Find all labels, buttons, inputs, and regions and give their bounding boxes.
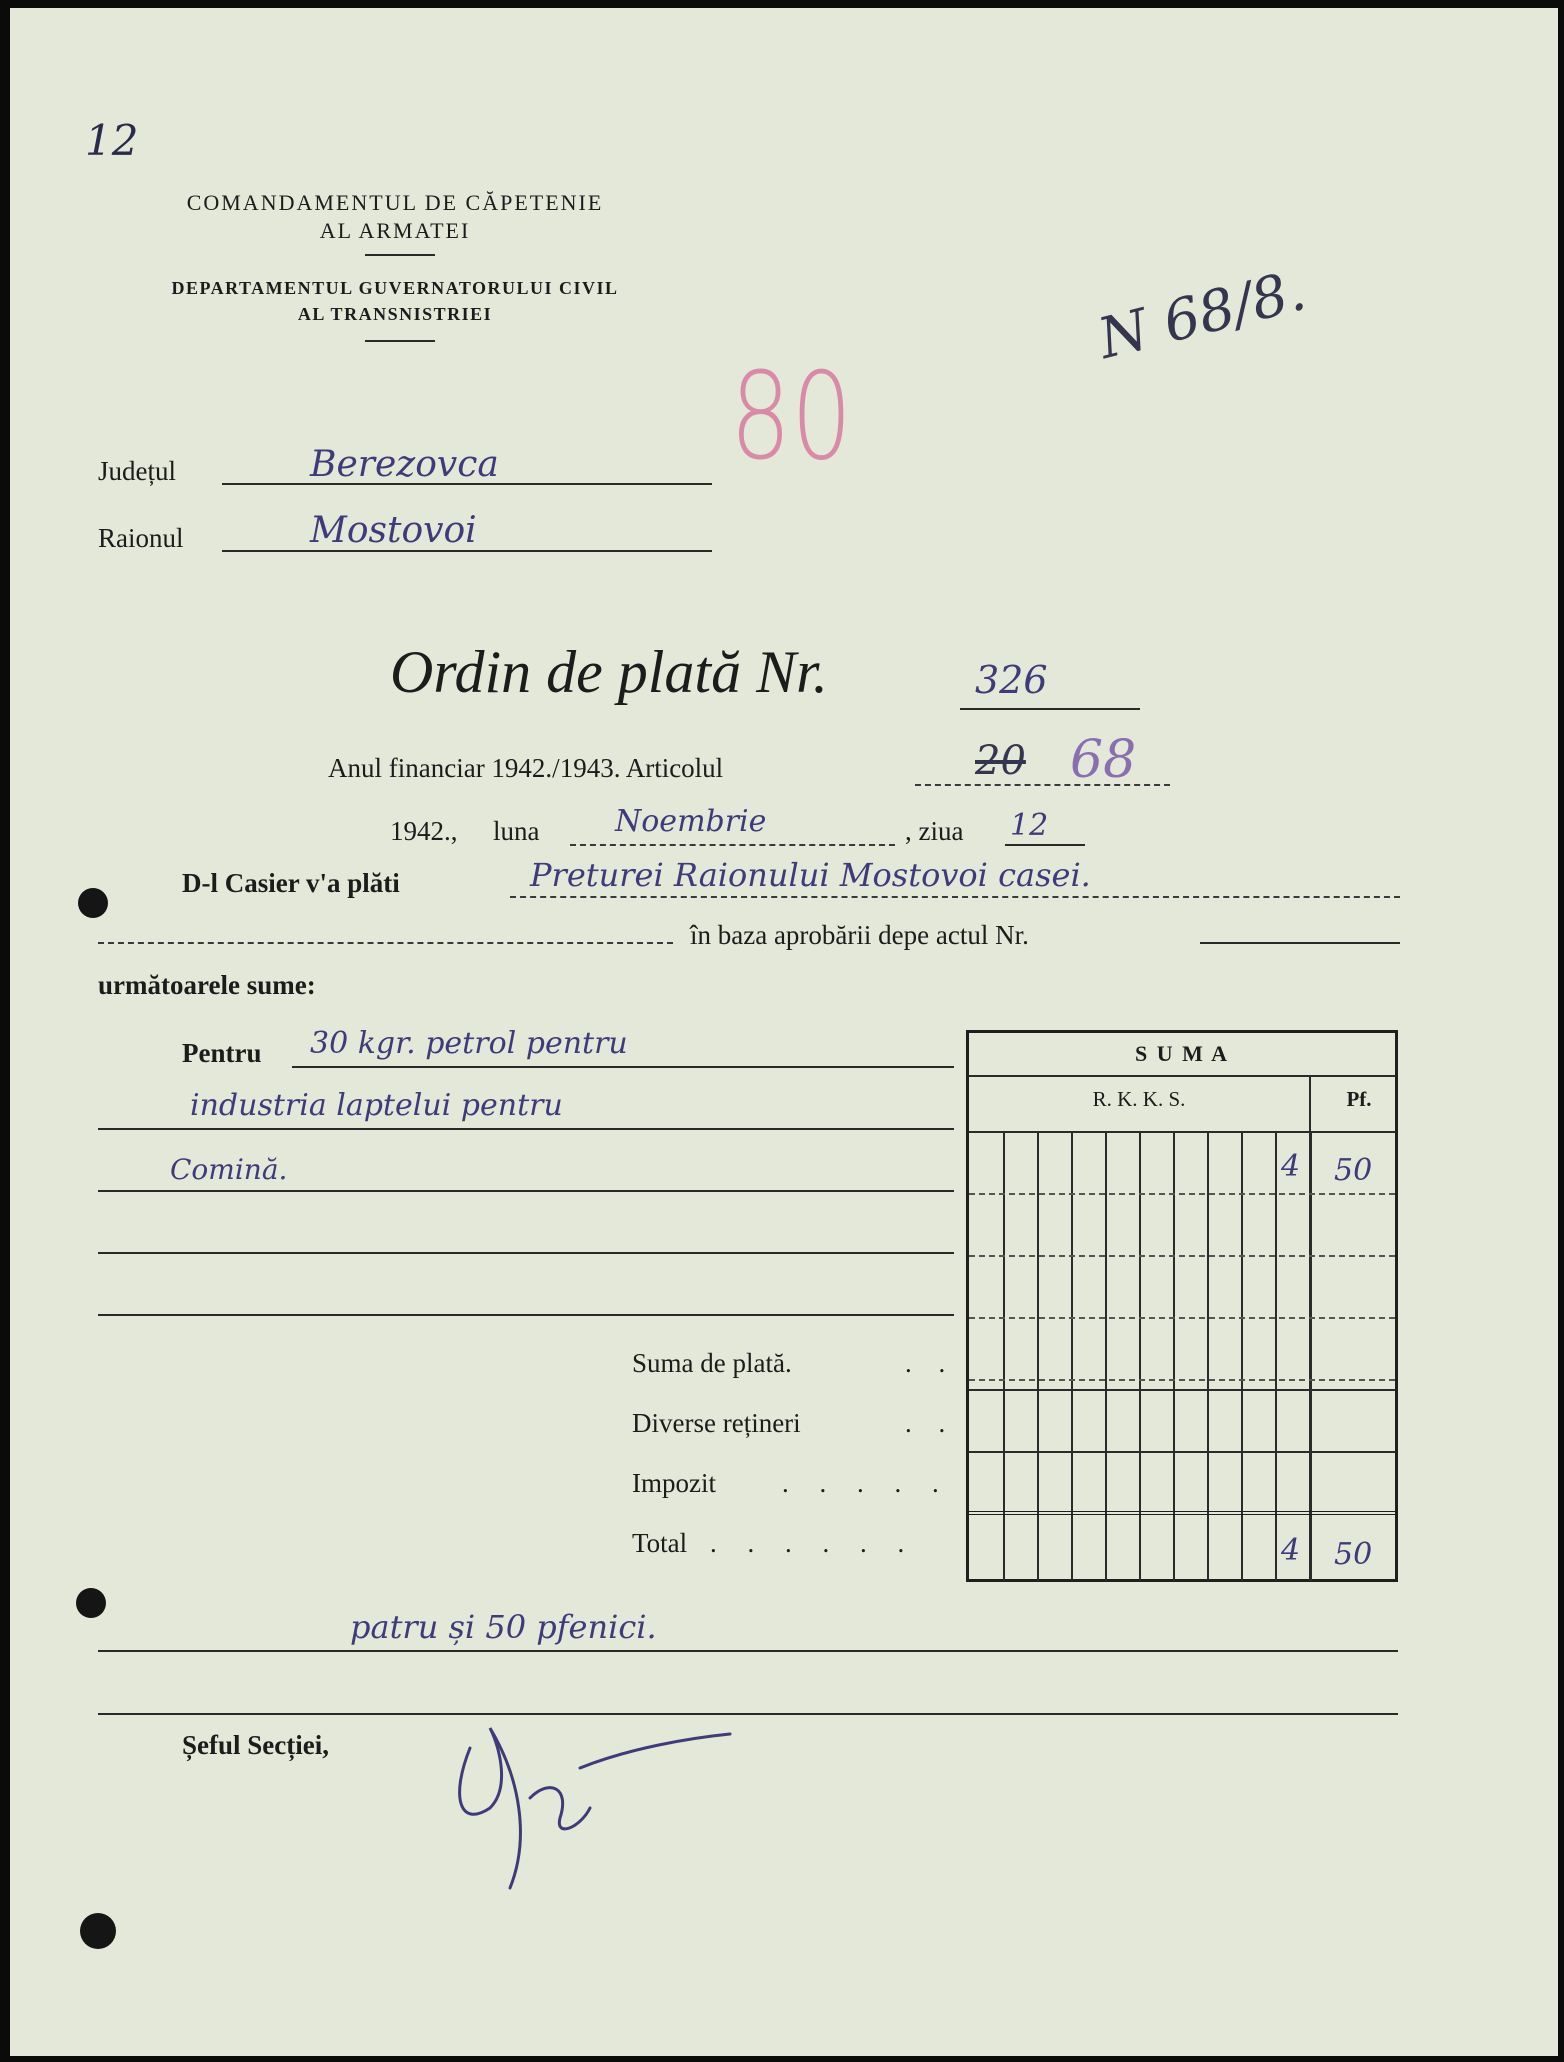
year-prefix: 1942.,	[390, 816, 458, 846]
header-divider	[365, 254, 435, 256]
ziua-value: 12	[1010, 808, 1049, 843]
title-number-line	[960, 708, 1140, 710]
order-title: Ordin de plată Nr.	[390, 639, 828, 705]
row-rule-6	[969, 1451, 1395, 1453]
diverse-label: Diverse rețineri	[632, 1408, 801, 1438]
document-page	[10, 8, 1558, 2056]
row-rule-total	[969, 1511, 1395, 1515]
table-subheader-divider	[969, 1131, 1395, 1133]
raionul-value: Mostovoi	[310, 510, 477, 551]
purpose-label: Pentru	[182, 1038, 262, 1068]
impozit-label: Impozit	[632, 1468, 716, 1498]
judetul-label: Județul	[98, 456, 176, 486]
payee-label: D-l Casier v'a plăti	[182, 868, 400, 898]
impozit-dots: . . . . .	[782, 1468, 951, 1498]
header-line-4: AL TRANSNISTRIEI	[297, 304, 493, 324]
total-dots: . . . . . .	[710, 1528, 917, 1558]
basis-label: în baza aprobării depe actul Nr.	[690, 920, 1029, 950]
ziua-line	[1005, 844, 1085, 846]
row-rule-2	[969, 1255, 1395, 1257]
punch-hole-3	[80, 1913, 116, 1949]
judetul-value: Berezovca	[310, 444, 499, 485]
signature-mark	[430, 1688, 750, 1908]
total-label: Total	[632, 1528, 688, 1558]
total-rkks-value: 4	[1281, 1533, 1301, 1568]
amount-in-words: patru și 50 pfenici.	[350, 1608, 657, 1646]
purpose-value-2: industria laptelui pentru	[190, 1088, 563, 1123]
diverse-dots: . .	[905, 1408, 956, 1438]
amount-words-line	[98, 1650, 1398, 1652]
reference-note: N 68/8.	[1092, 258, 1312, 373]
header-line-1: COMANDAMENTUL DE CĂPETENIE	[186, 190, 604, 215]
luna-value: Noembrie	[615, 804, 767, 839]
basis-line-right	[1200, 942, 1400, 944]
purpose-line-2	[98, 1128, 954, 1130]
row-rule-4	[969, 1379, 1395, 1381]
punch-hole-2	[76, 1588, 106, 1618]
total-pf-value: 50	[1334, 1537, 1373, 1572]
row-rule-5	[969, 1389, 1395, 1391]
basis-line-left	[98, 942, 673, 944]
table-header-divider	[969, 1075, 1395, 1077]
row-rule-1	[969, 1193, 1395, 1195]
punch-hole-1	[78, 888, 108, 918]
suma-de-plata-label: Suma de plată.	[632, 1348, 792, 1378]
ziua-label: , ziua	[905, 816, 964, 846]
table-col-pf: Pf.	[1346, 1087, 1372, 1111]
page-number: 12	[85, 116, 139, 165]
signature-label: Șeful Secției,	[182, 1730, 329, 1760]
row1-pf-value: 50	[1334, 1153, 1373, 1188]
header-line-3: DEPARTAMENTUL GUVERNATORULUI CIVIL	[171, 278, 619, 298]
row-rule-3	[969, 1317, 1395, 1319]
order-number: 326	[975, 658, 1048, 702]
stamp-number: 80	[730, 348, 853, 487]
raionul-label: Raionul	[98, 523, 184, 553]
header-divider-2	[365, 340, 435, 342]
row1-rkks-value: 4	[1281, 1149, 1301, 1184]
purpose-value-3: Comină.	[170, 1153, 288, 1186]
suma-de-plata-dots: . .	[905, 1348, 956, 1378]
sum-table	[966, 1030, 1398, 1582]
purpose-line-5	[98, 1314, 954, 1316]
table-col-divider	[1309, 1075, 1311, 1131]
luna-line	[570, 844, 895, 846]
purpose-line-4	[98, 1252, 954, 1254]
payee-line	[510, 896, 1400, 898]
sums-label: următoarele sume:	[98, 970, 316, 1000]
purpose-line-1	[292, 1066, 954, 1068]
financial-year-label: Anul financiar 1942./1943. Articolul	[328, 753, 724, 783]
header-line-2: AL ARMATEI	[319, 218, 471, 243]
purpose-line-3	[98, 1190, 954, 1192]
table-col-main: R. K. K. S.	[1092, 1087, 1186, 1111]
luna-label: luna	[493, 816, 540, 846]
articol-value: 68	[1070, 730, 1137, 790]
payee-value: Preturei Raionului Mostovoi casei.	[530, 856, 1091, 894]
table-header: S U M A	[1134, 1041, 1230, 1066]
purpose-value-1: 30 kgr. petrol pentru	[310, 1026, 628, 1061]
articol-struck: 20	[975, 738, 1026, 784]
